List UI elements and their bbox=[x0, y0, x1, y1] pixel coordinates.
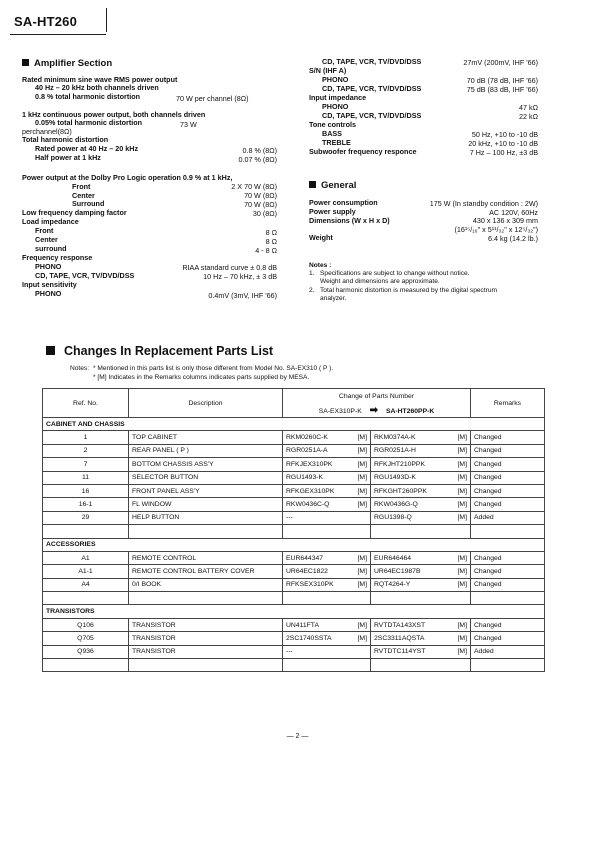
description-cell: TOP CABINET bbox=[129, 431, 283, 444]
col-ref: Ref. No. bbox=[43, 389, 129, 418]
remarks-cell: Changed bbox=[471, 498, 545, 511]
empty-cell bbox=[471, 659, 545, 672]
ref-cell: 29 bbox=[43, 511, 129, 524]
empty-cell bbox=[371, 659, 471, 672]
col-description: Description bbox=[129, 389, 283, 418]
remarks-cell: Changed bbox=[471, 578, 545, 591]
header-divider-horizontal bbox=[10, 34, 106, 35]
ref-cell: 16-1 bbox=[43, 498, 129, 511]
empty-row bbox=[43, 525, 545, 538]
empty-cell bbox=[371, 592, 471, 605]
group-row bbox=[43, 418, 545, 431]
square-bullet-icon bbox=[309, 181, 316, 188]
table-row bbox=[43, 484, 545, 497]
sn-cd-value: 75 dB (83 dB, IHF '66) bbox=[466, 85, 538, 94]
amplifier-section-heading bbox=[22, 58, 112, 69]
power-output-value: 70 W per channel (8Ω) bbox=[176, 94, 249, 103]
general-section-title: General bbox=[321, 180, 357, 191]
old-part-number: --- bbox=[286, 514, 293, 522]
tone-treble-value: 20 kHz, +10 to -10 dB bbox=[468, 139, 538, 148]
freq-response-title: Frequency response bbox=[22, 253, 93, 262]
new-part-cell bbox=[371, 484, 471, 497]
table-row bbox=[43, 551, 545, 564]
input-sensitivity-title: Input sensitivity bbox=[22, 280, 77, 289]
old-part-mark: [M] bbox=[357, 474, 367, 482]
empty-cell bbox=[283, 525, 371, 538]
old-part-cell bbox=[283, 444, 371, 457]
remarks-cell: Added bbox=[471, 645, 545, 658]
load-center-value: 8 Ω bbox=[265, 237, 277, 246]
old-part-number: UN411FTA bbox=[286, 621, 319, 629]
table-row bbox=[43, 578, 545, 591]
continuous-power-value: 73 W bbox=[180, 120, 197, 129]
old-part-cell bbox=[283, 551, 371, 564]
sn-cd-label: CD, TAPE, VCR, TV/DVD/DSS bbox=[322, 84, 422, 93]
table-row bbox=[43, 618, 545, 631]
old-part-number: RKM0260C-K bbox=[286, 434, 328, 442]
sn-title: S/N (IHF A) bbox=[309, 66, 347, 75]
continuous-power-sub: 0.05% total harmonic distortion bbox=[35, 118, 143, 127]
new-part-number: 2SC3311AQSTA bbox=[374, 634, 425, 642]
changes-note-a: * Mentioned in this parts list is only those different from Model No. SA-EX310 ( P ). bbox=[93, 365, 334, 372]
old-part-number: RKW0436C-Q bbox=[286, 501, 330, 509]
remarks-cell: Changed bbox=[471, 565, 545, 578]
old-part-cell bbox=[283, 565, 371, 578]
new-part-number: UR64EC1987B bbox=[374, 567, 421, 575]
thd-rated-label: Rated power at 40 Hz – 20 kHz bbox=[35, 144, 139, 153]
power-supply-value: AC 120V, 60Hz bbox=[489, 208, 538, 217]
input-impedance-title: Input impedance bbox=[309, 93, 367, 102]
description-cell: TRANSISTOR bbox=[129, 632, 283, 645]
old-part-number: RGU1493-K bbox=[286, 474, 324, 482]
new-part-mark: [M] bbox=[457, 567, 467, 575]
freq-phono-value: RIAA standard curve ± 0.8 dB bbox=[182, 263, 277, 272]
empty-cell bbox=[129, 592, 283, 605]
changes-notes-label: Notes: bbox=[70, 365, 90, 372]
remarks-cell: Changed bbox=[471, 632, 545, 645]
note-1-number: 1. bbox=[309, 270, 315, 277]
empty-cell bbox=[43, 525, 129, 538]
table-row bbox=[43, 431, 545, 444]
old-part-number: --- bbox=[286, 648, 293, 656]
note-2-text-b: analyzer. bbox=[320, 295, 347, 302]
description-cell: BOTTOM CHASSIS ASS'Y bbox=[129, 458, 283, 471]
description-cell: HELP BUTTON bbox=[129, 511, 283, 524]
weight-value: 6.4 kg (14.2 lb.) bbox=[488, 234, 538, 243]
new-part-cell bbox=[371, 578, 471, 591]
subwoofer-label: Subwoofer frequency responce bbox=[309, 147, 417, 156]
power-supply-label: Power supply bbox=[309, 207, 356, 216]
new-part-mark: [M] bbox=[457, 447, 467, 455]
power-consumption-label: Power consumption bbox=[309, 198, 378, 207]
old-part-cell bbox=[283, 458, 371, 471]
thd-rated-value: 0.8 % (8Ω) bbox=[242, 146, 277, 155]
continuous-power-title: 1 kHz continuous power output, both channels driven bbox=[22, 110, 206, 119]
new-part-number: RGU1398-Q bbox=[374, 514, 412, 522]
impedance-phono-label: PHONO bbox=[322, 102, 349, 111]
general-section-heading bbox=[309, 180, 356, 191]
new-part-mark: [M] bbox=[457, 514, 467, 522]
old-part-cell bbox=[283, 632, 371, 645]
old-part-cell bbox=[283, 511, 371, 524]
new-part-number: RFKGHT260PPK bbox=[374, 487, 427, 495]
new-part-number: RFKJHT210PPK bbox=[374, 460, 425, 468]
old-part-mark: [M] bbox=[357, 447, 367, 455]
new-part-cell bbox=[371, 431, 471, 444]
new-part-cell bbox=[371, 565, 471, 578]
group-row bbox=[43, 538, 545, 551]
remarks-cell: Changed bbox=[471, 471, 545, 484]
changes-section-title: Changes In Replacement Parts List bbox=[64, 344, 274, 358]
note-2-text: Total harmonic distortion is measured by the digital spectrum bbox=[320, 287, 498, 294]
sens-cd-label: CD, TAPE, VCR, TV/DVD/DSS bbox=[322, 57, 422, 66]
description-cell: REMOTE CONTROL BATTERY COVER bbox=[129, 565, 283, 578]
empty-row bbox=[43, 659, 545, 672]
load-surround-value: 4 - 8 Ω bbox=[255, 246, 277, 255]
description-cell: FL WINDOW bbox=[129, 498, 283, 511]
remarks-cell: Changed bbox=[471, 551, 545, 564]
freq-phono-label: PHONO bbox=[35, 262, 62, 271]
changes-section-heading bbox=[46, 344, 273, 358]
power-output-title: Rated minimum sine wave RMS power output bbox=[22, 75, 178, 84]
ref-cell: Q106 bbox=[43, 618, 129, 631]
old-part-cell bbox=[283, 484, 371, 497]
ref-cell: A1-1 bbox=[43, 565, 129, 578]
dimensions-label: Dimensions (W x H x D) bbox=[309, 216, 390, 225]
col-remarks: Remarks bbox=[471, 389, 545, 418]
empty-cell bbox=[371, 525, 471, 538]
tone-treble-label: TREBLE bbox=[322, 138, 351, 147]
new-part-number: RVTDTA143XST bbox=[374, 621, 426, 629]
table-row bbox=[43, 498, 545, 511]
sens-cd-value: 27mV (200mV, IHF '66) bbox=[463, 58, 538, 67]
thd-title: Total harmonic distortion bbox=[22, 135, 109, 144]
old-part-mark: [M] bbox=[357, 487, 367, 495]
square-bullet-icon bbox=[22, 59, 29, 66]
ref-cell: A4 bbox=[43, 578, 129, 591]
old-part-mark: [M] bbox=[357, 460, 367, 468]
new-part-mark: [M] bbox=[457, 648, 467, 656]
new-part-number: RVTDTC114YST bbox=[374, 648, 426, 656]
group-label: CABINET AND CHASSIS bbox=[43, 418, 545, 431]
new-part-mark: [M] bbox=[457, 554, 467, 562]
pro-logic-center-label: Center bbox=[72, 191, 95, 200]
old-part-cell bbox=[283, 645, 371, 658]
new-part-number: RGR0251A-H bbox=[374, 447, 416, 455]
old-part-mark: [M] bbox=[357, 621, 367, 629]
new-part-mark: [M] bbox=[457, 474, 467, 482]
old-part-mark: [M] bbox=[357, 554, 367, 562]
table-row bbox=[43, 444, 545, 457]
description-cell: SELECTOR BUTTON bbox=[129, 471, 283, 484]
new-part-mark: [M] bbox=[457, 434, 467, 442]
old-part-cell bbox=[283, 578, 371, 591]
old-part-number: RFKGEX310PK bbox=[286, 487, 335, 495]
new-part-number: RKM0374A-K bbox=[374, 434, 416, 442]
tone-controls-title: Tone controls bbox=[309, 120, 356, 129]
old-part-mark: [M] bbox=[357, 634, 367, 642]
old-part-cell bbox=[283, 471, 371, 484]
description-cell: FRONT PANEL ASS'Y bbox=[129, 484, 283, 497]
weight-label: Weight bbox=[309, 233, 333, 242]
table-row bbox=[43, 511, 545, 524]
freq-cd-value: 10 Hz – 70 kHz, ± 3 dB bbox=[203, 272, 277, 281]
pro-logic-center-value: 70 W (8Ω) bbox=[244, 191, 277, 200]
impedance-phono-value: 47 kΩ bbox=[519, 103, 538, 112]
tone-bass-label: BASS bbox=[322, 129, 342, 138]
thd-half-value: 0.07 % (8Ω) bbox=[238, 155, 277, 164]
damping-label: Low frequency damping factor bbox=[22, 208, 127, 217]
sn-phono-value: 70 dB (78 dB, IHF '66) bbox=[466, 76, 538, 85]
description-cell: REMOTE CONTROL bbox=[129, 551, 283, 564]
pro-logic-surround-label: Surround bbox=[72, 199, 105, 208]
group-label: TRANSISTORS bbox=[43, 605, 545, 618]
power-consumption-value: 175 W (In standby condition : 2W) bbox=[429, 199, 538, 208]
load-surround-label: surround bbox=[35, 244, 67, 253]
new-part-cell bbox=[371, 618, 471, 631]
power-output-sub1: 40 Hz – 20 kHz both channels driven bbox=[35, 83, 159, 92]
new-part-cell bbox=[371, 444, 471, 457]
old-part-number: RFKJEX310PK bbox=[286, 460, 333, 468]
empty-cell bbox=[283, 659, 371, 672]
remarks-cell: Changed bbox=[471, 431, 545, 444]
parts-table bbox=[42, 388, 545, 672]
table-row bbox=[43, 565, 545, 578]
ref-cell: 2 bbox=[43, 444, 129, 457]
empty-cell bbox=[43, 592, 129, 605]
header-divider-vertical bbox=[106, 8, 107, 32]
ref-cell: 7 bbox=[43, 458, 129, 471]
pro-logic-front-label: Front bbox=[72, 182, 91, 191]
load-front-label: Front bbox=[35, 226, 54, 235]
dimensions-inch-value: (16¹⁵/₁₆" x 5¹¹/₃₂" x 12⁵/₃₂") bbox=[454, 225, 538, 234]
description-cell: 0/I BOOK bbox=[129, 578, 283, 591]
power-output-sub2: 0.8 % total harmonic distortion bbox=[35, 92, 141, 101]
square-bullet-icon bbox=[46, 346, 55, 355]
subwoofer-value: 7 Hz – 100 Hz, ±3 dB bbox=[469, 148, 538, 157]
old-part-cell bbox=[283, 498, 371, 511]
remarks-cell: Changed bbox=[471, 484, 545, 497]
description-cell: TRANSISTOR bbox=[129, 645, 283, 658]
group-row bbox=[43, 605, 545, 618]
old-part-number: 2SC1740SSTA bbox=[286, 634, 332, 642]
amplifier-section-title: Amplifier Section bbox=[34, 58, 113, 69]
sn-phono-label: PHONO bbox=[322, 75, 349, 84]
sensitivity-phono-value: 0.4mV (3mV, IHF '66) bbox=[208, 291, 277, 300]
table-row bbox=[43, 471, 545, 484]
model-title: SA-HT260 bbox=[14, 14, 78, 29]
new-part-number: EUR646464 bbox=[374, 554, 412, 562]
impedance-cd-value: 22 kΩ bbox=[519, 112, 538, 121]
remarks-cell: Changed bbox=[471, 458, 545, 471]
arrow-right-icon: ➡ bbox=[369, 404, 379, 416]
new-part-cell bbox=[371, 511, 471, 524]
new-part-mark: [M] bbox=[457, 487, 467, 495]
sensitivity-phono-label: PHONO bbox=[35, 289, 62, 298]
empty-cell bbox=[471, 592, 545, 605]
empty-cell bbox=[129, 525, 283, 538]
dimensions-value: 430 x 136 x 309 mm bbox=[472, 216, 538, 225]
remarks-cell: Changed bbox=[471, 444, 545, 457]
ref-cell: A1 bbox=[43, 551, 129, 564]
page-number: — 2 — bbox=[286, 733, 309, 740]
new-part-cell bbox=[371, 471, 471, 484]
new-part-mark: [M] bbox=[457, 460, 467, 468]
old-part-number: EUR644347 bbox=[286, 554, 324, 562]
description-cell: REAR PANEL ( P ) bbox=[129, 444, 283, 457]
col-models bbox=[283, 403, 471, 418]
ref-cell: 1 bbox=[43, 431, 129, 444]
impedance-cd-label: CD, TAPE, VCR, TV/DVD/DSS bbox=[322, 111, 422, 120]
new-part-cell bbox=[371, 498, 471, 511]
table-row bbox=[43, 645, 545, 658]
empty-cell bbox=[129, 659, 283, 672]
ref-cell: 11 bbox=[43, 471, 129, 484]
new-part-cell bbox=[371, 551, 471, 564]
remarks-cell: Changed bbox=[471, 618, 545, 631]
old-part-cell bbox=[283, 431, 371, 444]
old-part-mark: [M] bbox=[357, 567, 367, 575]
col-change: Change of Parts Number bbox=[283, 389, 471, 404]
new-part-number: RQT4264-Y bbox=[374, 581, 411, 589]
empty-row bbox=[43, 592, 545, 605]
old-part-mark: [M] bbox=[357, 501, 367, 509]
continuous-power-unit: perchannel(8Ω) bbox=[22, 127, 72, 136]
old-part-number: RGR0251A-A bbox=[286, 447, 328, 455]
new-part-mark: [M] bbox=[457, 501, 467, 509]
new-part-number: RGU1493D-K bbox=[374, 474, 416, 482]
ref-cell: 16 bbox=[43, 484, 129, 497]
new-part-cell bbox=[371, 645, 471, 658]
load-center-label: Center bbox=[35, 235, 58, 244]
parts-table-body bbox=[43, 418, 545, 672]
old-part-mark: [M] bbox=[357, 581, 367, 589]
col-new-model: SA-HT260PP-K bbox=[385, 407, 435, 415]
col-old-model: SA-EX310P-K bbox=[318, 407, 362, 415]
note-2-number: 2. bbox=[309, 287, 315, 294]
note-1-text-b: Weight and dimensions are approximate. bbox=[320, 278, 440, 285]
new-part-cell bbox=[371, 458, 471, 471]
thd-half-label: Half power at 1 kHz bbox=[35, 153, 101, 162]
ref-cell: Q705 bbox=[43, 632, 129, 645]
note-1-text: Specifications are subject to change without notice. bbox=[320, 270, 470, 277]
old-part-cell bbox=[283, 618, 371, 631]
damping-value: 30 (8Ω) bbox=[252, 209, 277, 218]
new-part-number: RKW0436G-Q bbox=[374, 501, 418, 509]
notes-title: Notes : bbox=[309, 262, 332, 269]
group-label: ACCESSORIES bbox=[43, 538, 545, 551]
remarks-cell: Added bbox=[471, 511, 545, 524]
empty-cell bbox=[283, 592, 371, 605]
empty-cell bbox=[43, 659, 129, 672]
table-header-row-1 bbox=[43, 389, 545, 404]
table-row bbox=[43, 632, 545, 645]
new-part-mark: [M] bbox=[457, 634, 467, 642]
new-part-mark: [M] bbox=[457, 581, 467, 589]
pro-logic-surround-value: 70 W (8Ω) bbox=[244, 200, 277, 209]
old-part-mark: [M] bbox=[357, 434, 367, 442]
load-front-value: 8 Ω bbox=[265, 228, 277, 237]
table-row bbox=[43, 458, 545, 471]
old-part-number: UR64EC1822 bbox=[286, 567, 328, 575]
old-part-number: RFKSEX310PK bbox=[286, 581, 334, 589]
tone-bass-value: 50 Hz, +10 to -10 dB bbox=[471, 130, 538, 139]
pro-logic-front-value: 2 X 70 W (8Ω) bbox=[231, 182, 277, 191]
new-part-cell bbox=[371, 632, 471, 645]
pro-logic-title: Power output at the Dolby Pro Logic operation 0.9 % at 1 kHz, bbox=[22, 173, 233, 182]
changes-note-b: * [M] Indicates in the Remarks columns indicates parts supplied by MESA. bbox=[93, 374, 310, 381]
description-cell: TRANSISTOR bbox=[129, 618, 283, 631]
new-part-mark: [M] bbox=[457, 621, 467, 629]
empty-cell bbox=[471, 525, 545, 538]
freq-cd-label: CD, TAPE, VCR, TV/DVD/DSS bbox=[35, 271, 135, 280]
ref-cell: Q936 bbox=[43, 645, 129, 658]
load-impedance-title: Load impedance bbox=[22, 217, 79, 226]
